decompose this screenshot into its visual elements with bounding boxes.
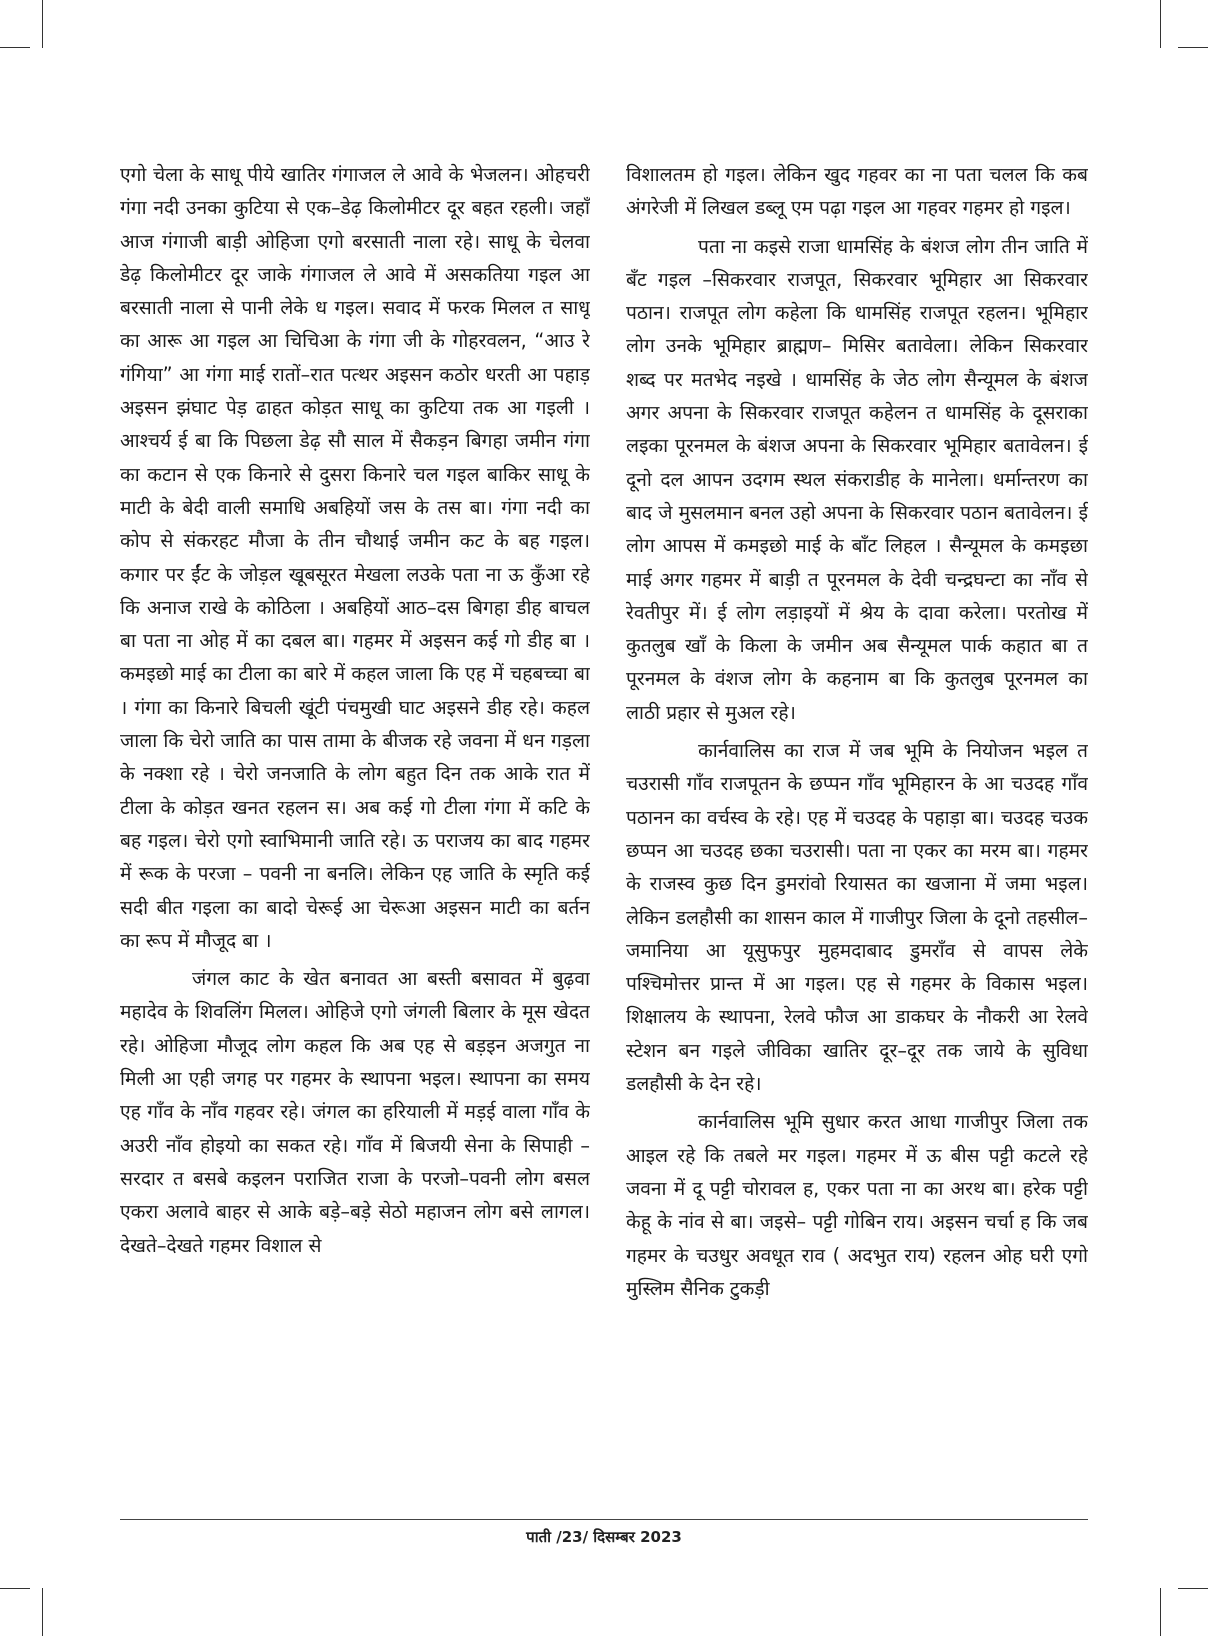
crop-mark <box>42 1588 43 1636</box>
paragraph: कार्नवालिस भूमि सुधार करत आधा गाजीपुर जिला तक आइल रहे कि तबले मर गइल। गहमर में ऊ बीस पट्टी कटले रहे जवना में दू पट्टी चोरावल ह, एकर पता ना का अरथ बा। हरेक पट्टी केहू के नांव से बा। जइसे– पट्टी गोबिन राय। अइसन चर्चा ह कि जब गहमर के चउधुर अवधूत राव ( अदभुत राय) रहलन ओह घरी एगो मुस्लिम सैनिक टुकड़ी <box>626 1110 1088 1300</box>
page-footer: पाती /23/ दिसम्बर 2023 <box>526 1528 682 1546</box>
crop-mark <box>1178 1588 1208 1589</box>
crop-mark <box>1178 47 1208 48</box>
paragraph: जंगल काट के खेत बनावत आ बस्ती बसावत में बुढ़वा महादेव के शिवलिंग मिलल। ओहिजे एगो जंगली बिलार के मूस खेदत रहे। ओहिजा मौजूद लोग कहल कि अब एह से बड़इन अजगुत ना मिली आ एही जगह पर गहमर के स्थापना भइल। स्थापना का समय एह गाँव के नाँव गहवर रहे। जंगल का हरियाली में मड़ई वाला गाँव के अउरी नाँव होइयो का सकत रहे। गाँव में बिजयी सेना के सिपाही – सरदार त बसबे कइलन पराजित राजा के परजो–पवनी लोग बसल एकरा अलावे बाहर से आके बड़े–बड़े सेठो महाजन लोग बसे लागल। देखते–देखते गहमर विशाल से <box>120 967 590 1257</box>
paragraph: विशालतम हो गइल। लेकिन खुद गहवर का ना पता चलल कि कब अंगरेजी में लिखल डब्लू एम पढ़ा गइल आ गहवर गहमर हो गइल। <box>626 163 1088 220</box>
crop-mark <box>0 47 30 48</box>
crop-mark <box>1160 0 1161 48</box>
paragraph: कार्नवालिस का राज में जब भूमि के नियोजन भइल त चउरासी गाँव राजपूतन के छप्पन गाँव भूमिहारन के आ चउदह गाँव पठानन का वर्चस्व के रहे। एह में चउदह के पहाड़ा बा। चउदह चउक छप्पन आ चउदह छका चउरासी। पता ना एकर का मरम बा। गहमर के राजस्व कुछ दिन डुमरांवो रियासत का खजाना में जमा भइल। लेकिन डलहौसी का शासन काल में गाजीपुर जिला के दूनो तहसील– जमानिया आ यूसुफपुर मुहमदाबाद डुमराँव से वापस लेके पश्चिमोत्तर प्रान्त में आ गइल। एह से गहमर के विकास भइल। शिक्षालय के स्थापना, रेलवे फौज आ डाकघर के नौकरी आ रेलवे स्टेशन बन गइले जीविका खातिर दूर–दूर तक जाये के सुविधा डलहौसी के देन रहे। <box>626 739 1088 1096</box>
crop-mark <box>42 0 43 48</box>
crop-mark <box>1160 1588 1161 1636</box>
footer-divider <box>120 1519 1088 1520</box>
paragraph: एगो चेला के साधू पीये खातिर गंगाजल ले आवे के भेजलन। ओहचरी गंगा नदी उनका कुटिया से एक–डेढ़ किलोमीटर दूर बहत रहली। जहाँ आज गंगाजी बाड़ी ओहिजा एगो बरसाती नाला रहे। साधू के चेलवा डेढ़ किलोमीटर दूर जाके गंगाजल ले आवे में असकतिया गइल आ बरसाती नाला से पानी लेके ध गइल। सवाद में फरक मिलल त साधू का आरू आ गइल आ चिचिआ के गंगा जी के गोहरवलन, “आउ रे गंगिया” आ गंगा माई रातों–रात पत्थर अइसन कठोर धरती आ पहाड़ अइसन झंघाट पेड़ ढाहत कोड़त साधू का कुटिया तक आ गइली । आश्चर्य ई बा कि पिछला डेढ़ सौ साल में सैकड़न बिगहा जमीन गंगा का कटान से एक किनारे से दुसरा किनारे चल गइल बाकिर साधू के माटी के बेदी वाली समाधि अबहियों जस के तस बा। गंगा नदी का कोप से संकरहट मौजा के तीन चौथाई जमीन कट के बह गइल। कगार पर ईंट के जोड़ल खूबसूरत मेखला लउके पता ना ऊ कुँआ रहे कि अनाज राखे के कोठिला । अबहियों आठ–दस बिगहा डीह बाचल बा पता ना ओह में का दबल बा। गहमर में अइसन कई गो डीह बा । कमइछो माई का टीला का बारे में कहल जाला कि एह में चहबच्चा बा । गंगा का किनारे बिचली खूंटी पंचमुखी घाट अइसने डीह रहे। कहल जाला कि चेरो जाति का पास तामा के बीजक रहे जवना में धन गड़ला के नक्शा रहे । चेरो जनजाति के लोग बहुत दिन तक आके रात में टीला के कोड़त खनत रहलन स। अब कई गो टीला गंगा में कटि के बह गइल। चेरो एगो स्वाभिमानी जाति रहे। ऊ पराजय का बाद गहमर में रूक के परजा – पवनी ना बनलि। लेकिन एह जाति के स्मृति कई सदी बीत गइला का बादो चेरूई आ चेरूआ अइसन माटी का बर्तन का रूप में मौजूद बा । <box>120 163 590 952</box>
left-column <box>120 158 590 1488</box>
crop-mark <box>0 1588 30 1589</box>
paragraph: पता ना कइसे राजा धामसिंह के बंशज लोग तीन जाति में बँट गइल –सिकरवार राजपूत, सिकरवार भूमिहार आ सिकरवार पठान। राजपूत लोग कहेला कि धामसिंह राजपूत रहलन। भूमिहार लोग उनके भूमिहार ब्राह्मण– मिसिर बतावेला। लेकिन सिकरवार शब्द पर मतभेद नइखे । धामसिंह के जेठ लोग सैन्यूमल के बंशज अगर अपना के सिकरवार राजपूत कहेलन त धामसिंह के दूसराका लइका पूरनमल के बंशज अपना के सिकरवार भूमिहार बतावेलन। ई दूनो दल आपन उदगम स्थल संकराडीह के मानेला। धर्मान्तरण का बाद जे मुसलमान बनल उहो अपना के सिकरवार पठान बतावेलन। ई लोग आपस में कमइछो माई के बाँट लिहल । सैन्यूमल के कमइछा माई अगर गहमर में बाड़ी त पूरनमल के देवी चन्द्रघन्टा का नाँव से रेवतीपुर में। ई लोग लड़ाइयों में श्रेय के दावा करेला। परतोख में कुतलुब खाँ के किला के जमीन अब सैन्यूमल पार्क कहात बा त पूरनमल के वंशज लोग के कहनाम बा कि कुतलुब पूरनमल का लाठी प्रहार से मुअल रहे। <box>626 234 1088 724</box>
right-column <box>626 158 1088 1488</box>
